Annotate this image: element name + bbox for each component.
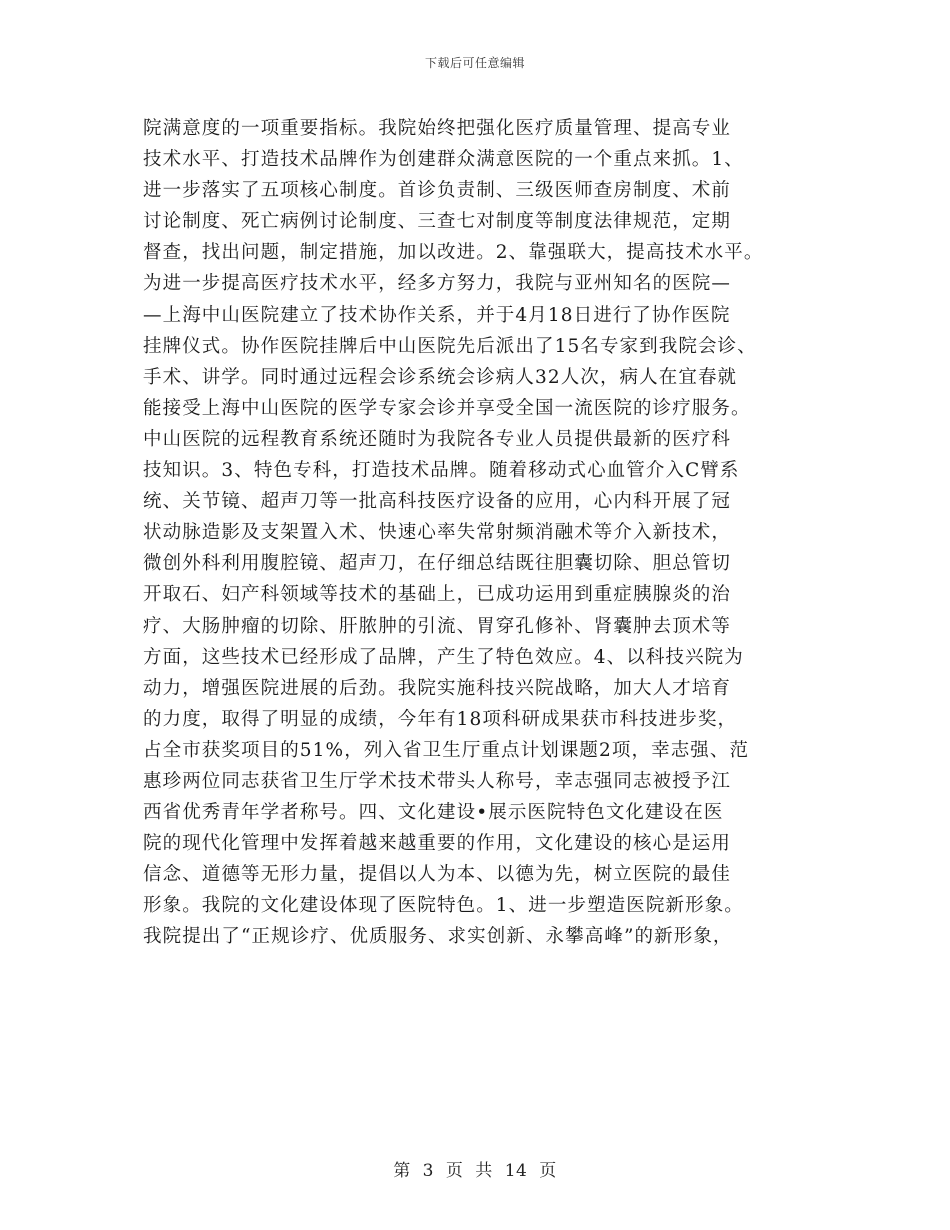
text-line: 进一步落实了五项核心制度。首诊负责制、三级医师查房制度、术前 (143, 180, 732, 202)
document-body (143, 113, 823, 953)
text-line: 惠珍两位同志获省卫生厅学术技术带头人称号，幸志强同志被授予江 (143, 770, 732, 792)
text-line: 形象。我院的文化建设体现了医院特色。1、进一步塑造医院新形象。 (143, 895, 744, 917)
text-line: 我院提出了“正规诊疗、优质服务、求实创新、永攀高峰”的新形象， (143, 926, 733, 948)
text-line: 动力，增强医院进展的后劲。我院实施科技兴院战略，加大人才培育 (143, 677, 732, 699)
text-line: 疗、大肠肿瘤的切除、肝脓肿的引流、胃穿孔修补、肾囊肿去顶术等 (143, 615, 732, 637)
text-line: 中山医院的远程教育系统还随时为我院各专业人员提供最新的医疗科 (143, 428, 732, 450)
text-line: 院的现代化管理中发挥着越来越重要的作用，文化建设的核心是运用 (143, 833, 732, 855)
text-line: 院满意度的一项重要指标。我院始终把强化医疗质量管理、提高专业 (143, 118, 732, 139)
text-line: 的力度，取得了明显的成绩，今年有18项科研成果获市科技进步奖， (143, 708, 738, 730)
text-line: —上海中山医院建立了技术协作关系，并于4月18日进行了协作医院 (143, 304, 731, 326)
text-line: 手术、讲学。同时通过远程会诊系统会诊病人32人次，病人在宜春就 (143, 366, 738, 388)
text-line: 挂牌仪式。协作医院挂牌后中山医院先后派出了15名专家到我院会诊、 (143, 335, 757, 357)
text-line: 技术水平、打造技术品牌作为创建群众满意医院的一个重点来抓。1、 (143, 149, 744, 171)
text-line: 统、关节镜、超声刀等一批高科技医疗设备的应用，心内科开展了冠 (143, 491, 732, 513)
text-line: 开取石、妇产科领域等技术的基础上，已成功运用到重症胰腺炎的治 (143, 584, 732, 606)
text-line: 占全市获奖项目的51%，列入省卫生厅重点计划课题2项，幸志强、范 (143, 739, 750, 761)
text-line: 信念、道德等无形力量，提倡以人为本、以德为先，树立医院的最佳 (143, 864, 732, 886)
text-line: 为进一步提高医疗技术水平，经多方努力，我院与亚州知名的医院— (143, 273, 732, 295)
page-header: 下载后可任意编辑 (424, 56, 525, 70)
text-line: 督查，找出问题，制定措施，加以改进。2、靠强联大，提高技术水平。 (143, 242, 764, 264)
text-line: 状动脉造影及支架置入术、快速心率失常射频消融术等介入新技术， (143, 522, 732, 544)
text-line: 能接受上海中山医院的医学专家会诊并享受全国一流医院的诊疗服务。 (143, 397, 751, 419)
page-footer: 第 3 页 共 14 页 (393, 1161, 557, 1181)
text-line: 西省优秀青年学者称号。四、文化建设•展示医院特色文化建设在医 (143, 802, 724, 824)
text-line: 技知识。3、特色专科，打造技术品牌。随着移动式心血管介入C臂系 (143, 460, 740, 482)
text-line: 微创外科利用腹腔镜、超声刀，在仔细总结既往胆囊切除、胆总管切 (143, 553, 732, 575)
text-line: 讨论制度、死亡病例讨论制度、三查七对制度等制度法律规范，定期 (143, 211, 732, 233)
text-line: 方面，这些技术已经形成了品牌，产生了特色效应。4、以科技兴院为 (143, 646, 744, 668)
